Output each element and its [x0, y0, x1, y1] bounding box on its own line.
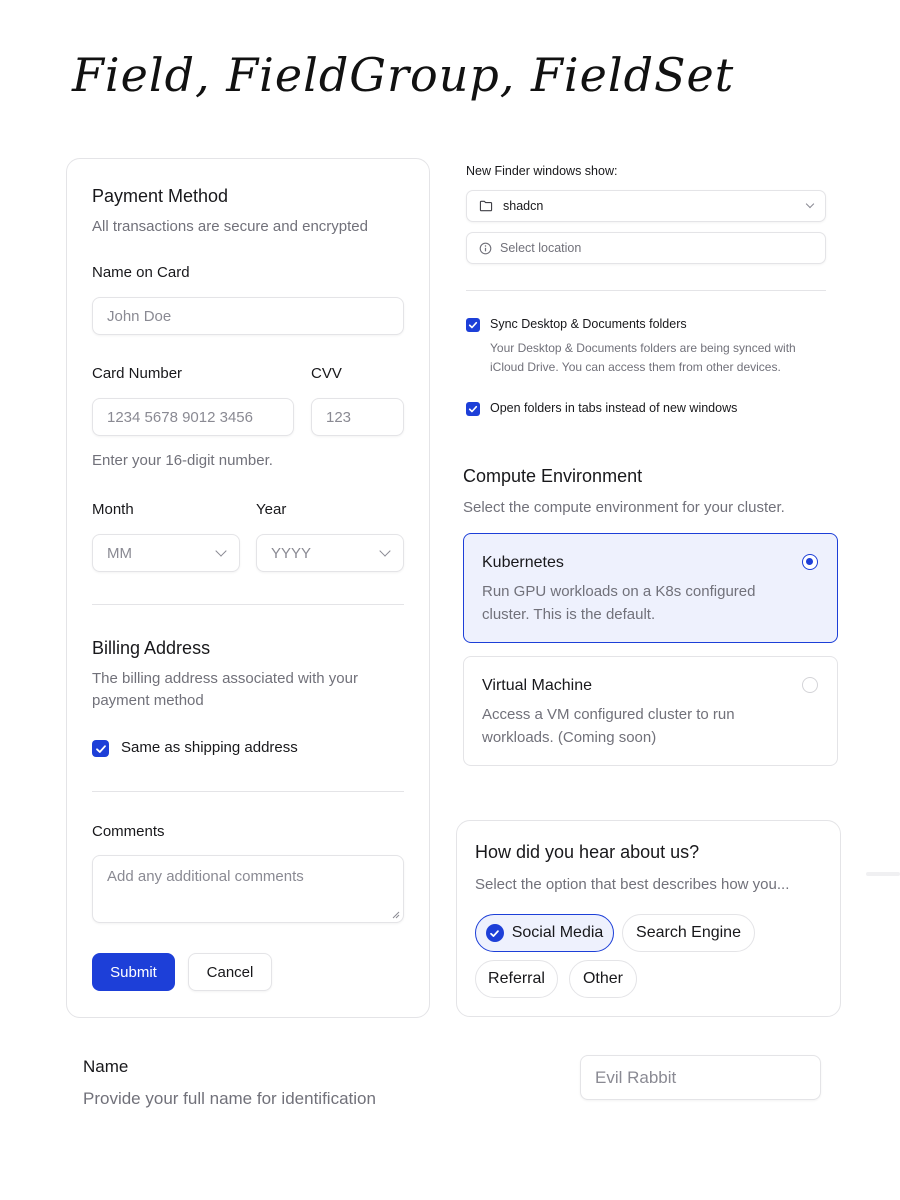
year-select[interactable]: [256, 534, 404, 572]
option-description: Run GPU workloads on a K8s configured cluster. This is the default.: [482, 583, 756, 623]
option-title: Kubernetes: [482, 554, 564, 571]
payment-method-description: All transactions are secure and encrypted: [92, 218, 368, 235]
month-placeholder: MM: [107, 544, 132, 562]
billing-description-line2: payment method: [92, 692, 204, 709]
month-label: Month: [92, 501, 134, 518]
name-on-card-placeholder: John Doe: [107, 307, 172, 325]
billing-address-title: Billing Address: [92, 638, 211, 658]
chip-referral[interactable]: [475, 960, 558, 998]
card-number-hint: Enter your 16-digit number.: [92, 452, 273, 469]
name-on-card-label: Name on Card: [92, 264, 190, 281]
compute-option-virtual-machine[interactable]: [463, 656, 838, 766]
billing-description-line1: The billing address associated with your: [92, 670, 358, 687]
comments-textarea[interactable]: [92, 855, 404, 923]
check-circle-icon: [486, 924, 504, 942]
comments-label: Comments: [92, 823, 165, 840]
chip-label: Referral: [488, 970, 545, 987]
card-number-input[interactable]: [92, 398, 294, 436]
survey-title: How did you hear about us?: [475, 842, 700, 862]
year-placeholder: YYYY: [271, 544, 312, 562]
cvv-placeholder: 123: [326, 408, 352, 426]
check-icon: [468, 320, 478, 330]
chip-other[interactable]: [569, 960, 637, 998]
check-icon: [468, 404, 478, 414]
same-as-shipping-checkbox[interactable]: [92, 740, 109, 757]
chip-label: Other: [582, 970, 623, 987]
option-title: Virtual Machine: [482, 677, 592, 694]
cvv-label: CVV: [311, 365, 342, 382]
compute-description: Select the compute environment for your cluster.: [463, 499, 785, 516]
card-number-label: Card Number: [92, 365, 183, 382]
year-label: Year: [256, 501, 287, 518]
chip-label: Search Engine: [636, 924, 741, 941]
card-number-placeholder: 1234 5678 9012 3456: [107, 408, 253, 426]
name-input[interactable]: [580, 1055, 821, 1100]
divider: [92, 604, 404, 605]
submit-button[interactable]: Submit: [92, 953, 175, 991]
location-select[interactable]: [466, 232, 826, 264]
finder-label: New Finder windows show:: [466, 164, 618, 178]
check-icon: [95, 743, 107, 755]
survey-description: Select the option that best describes how you...: [475, 876, 790, 893]
cancel-button[interactable]: Cancel: [188, 953, 272, 991]
option-description: Access a VM configured cluster to run workloads. (Coming soon): [482, 706, 735, 746]
info-icon: [479, 242, 492, 255]
divider: [92, 791, 404, 792]
scroll-indicator: [866, 872, 900, 876]
open-in-tabs-label: Open folders in tabs instead of new windows: [490, 401, 738, 415]
comments-placeholder: Add any additional comments: [107, 868, 304, 885]
radio-selected-icon[interactable]: [802, 554, 818, 570]
radio-unselected-icon[interactable]: [802, 677, 818, 693]
chip-social-media[interactable]: [475, 914, 614, 952]
cvv-input[interactable]: [311, 398, 404, 436]
divider: [466, 290, 826, 291]
compute-title: Compute Environment: [463, 466, 643, 486]
same-as-shipping-label: Same as shipping address: [121, 739, 298, 756]
open-in-tabs-checkbox[interactable]: [466, 402, 480, 416]
sync-description-line2: iCloud Drive. You can access them from other devices.: [490, 360, 781, 374]
chevron-down-icon: [215, 545, 226, 556]
finder-folder-select[interactable]: [466, 190, 826, 222]
name-label: Name: [83, 1057, 129, 1076]
chevron-down-icon: [379, 545, 390, 556]
month-select[interactable]: [92, 534, 240, 572]
chevron-down-icon: [806, 200, 814, 208]
folder-icon: [479, 200, 493, 212]
chip-label: Social Media: [511, 924, 604, 941]
sync-checkbox[interactable]: [466, 318, 480, 332]
sync-description-line1: Your Desktop & Documents folders are being synced with: [490, 341, 796, 355]
compute-option-kubernetes[interactable]: [463, 533, 838, 643]
location-placeholder: Select location: [500, 241, 582, 255]
payment-method-title: Payment Method: [92, 186, 229, 206]
resize-handle-icon[interactable]: [392, 911, 400, 919]
finder-folder-value: shadcn: [503, 199, 544, 213]
chip-search-engine[interactable]: [622, 914, 755, 952]
name-description: Provide your full name for identification: [83, 1089, 376, 1108]
name-value: Evil Rabbit: [595, 1067, 677, 1087]
sync-label: Sync Desktop & Documents folders: [490, 317, 687, 331]
page-title: Field, FieldGroup, FieldSet: [72, 48, 735, 102]
name-on-card-input[interactable]: [92, 297, 404, 335]
